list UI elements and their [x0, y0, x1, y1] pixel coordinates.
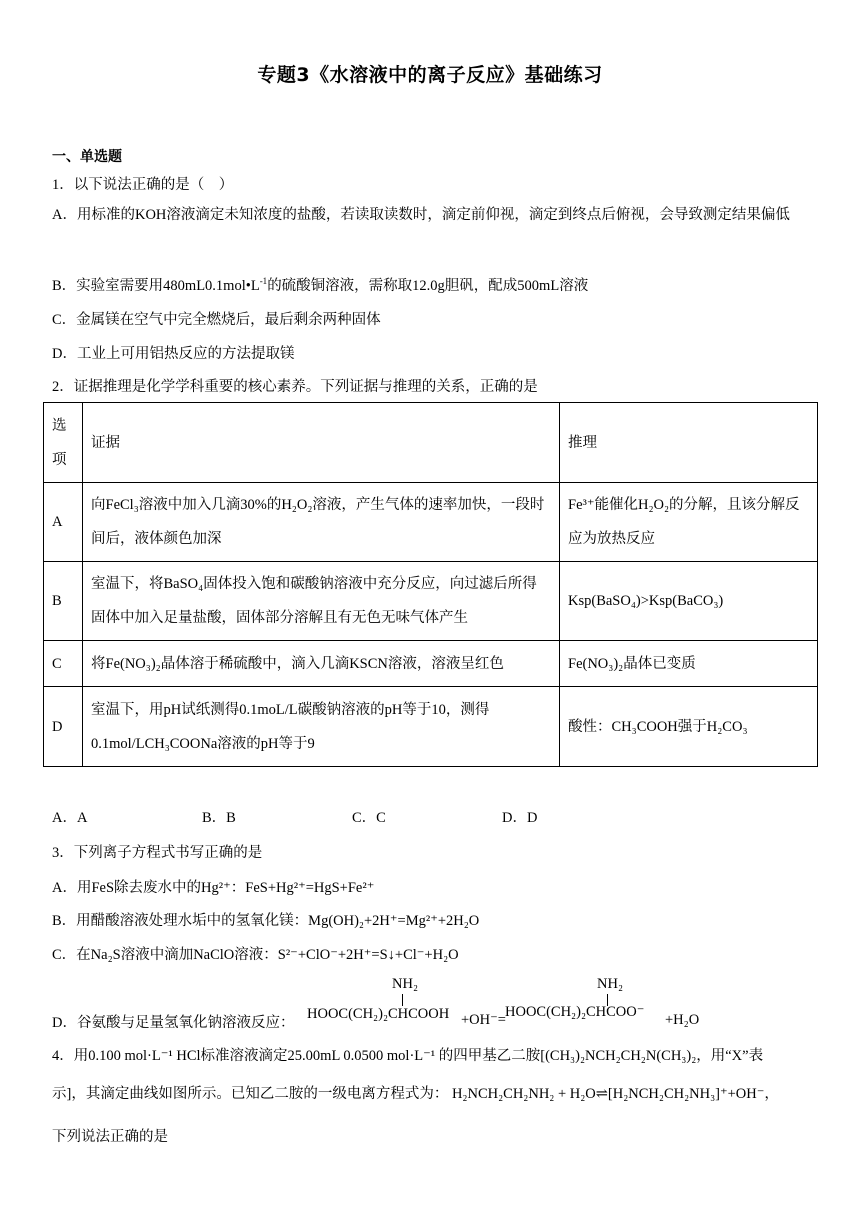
- table-row: [44, 562, 818, 641]
- row-reasoning: 酸性：CH₃COOH强于H₂CO₃: [560, 687, 818, 767]
- q2-choice-a: A．A: [52, 810, 88, 826]
- table-header-row: [44, 403, 818, 483]
- glutamic-acid-equation: [305, 972, 725, 1032]
- row-option: C: [44, 641, 83, 687]
- q3-option-d-label: D．谷氨酸与足量氢氧化钠溶液反应：: [52, 1015, 295, 1031]
- row-option: B: [44, 562, 83, 641]
- q3-option-b: B．用醋酸溶液处理水垢中的氢氧化镁：Mg(OH)₂+2H⁺=Mg²⁺+2H₂O: [52, 913, 480, 929]
- row-evidence: 室温下，将BaSO₄固体投入饱和碳酸钠溶液中充分反应，向过滤后所得固体中加入足量盐酸，固体部分溶解且有无色无味气体产生: [83, 562, 560, 641]
- q3-stem: 3．下列离子方程式书写正确的是: [52, 845, 263, 861]
- row-reasoning: Ksp(BaSO₄)>Ksp(BaCO₃): [560, 562, 818, 641]
- table-row: [44, 687, 818, 767]
- q4-line-2: 示]，其滴定曲线如图所示。已知乙二胺的一级电离方程式为： H₂NCH₂CH₂NH₂ + H₂O⇌[H₂NCH₂CH₂NH₃]⁺+OH⁻，: [52, 1086, 779, 1102]
- equation-plus: +OH⁻=: [461, 1012, 506, 1028]
- q3-option-c: C．在Na₂S溶液中滴加NaClO溶液：S²⁻+ClO⁻+2H⁺=S↓+Cl⁻+H₂O: [52, 947, 459, 963]
- q2-choice-d: D．D: [502, 810, 538, 826]
- q3-option-a: A．用FeS除去废水中的Hg²⁺：FeS+Hg²⁺=HgS+Fe²⁺: [52, 880, 375, 896]
- row-option: A: [44, 483, 83, 562]
- page-title: 专题3《水溶液中的离子反应》基础练习: [257, 64, 603, 86]
- q2-choice-b: B．B: [202, 810, 236, 826]
- q2-choice-c: C．C: [352, 810, 386, 826]
- q2-stem: 2．证据推理是化学学科重要的核心素养。下列证据与推理的关系，正确的是: [52, 379, 538, 395]
- q1-stem: 1．以下说法正确的是（ ）: [52, 177, 234, 193]
- row-reasoning: Fe(NO₃)₂晶体已变质: [560, 641, 818, 687]
- row-reasoning: Fe³⁺能催化H₂O₂的分解，且该分解反应为放热反应: [560, 483, 818, 562]
- row-evidence: 将Fe(NO₃)₂晶体溶于稀硫酸中，滴入几滴KSCN溶液，溶液呈红色: [83, 641, 560, 687]
- section-heading: 一、单选题: [52, 149, 122, 165]
- q1-option-b: [52, 274, 588, 295]
- q1-option-b-pre: B．实验室需要用480mL0.1mol•L: [52, 278, 260, 294]
- q1-option-c: C．金属镁在空气中完全燃烧后，最后剩余两种固体: [52, 312, 381, 328]
- q4-line-3: 下列说法正确的是: [52, 1129, 168, 1145]
- q1-option-b-sup: -1: [259, 276, 268, 287]
- product-formula: HOOC(CH₂)₂CHCOO⁻: [505, 1004, 645, 1020]
- row-evidence: 向FeCl₃溶液中加入几滴30%的H₂O₂溶液，产生气体的速率加快，一段时间后，液体颜色加深: [83, 483, 560, 562]
- q1-option-a: A．用标准的KOH溶液滴定未知浓度的盐酸，若读取读数时，滴定前仰视，滴定到终点后俯视，会导致测定结果偏低: [52, 207, 790, 223]
- table-row: [44, 483, 818, 562]
- header-evidence: 证据: [83, 403, 560, 483]
- header-reasoning: 推理: [560, 403, 818, 483]
- bond-left: [402, 994, 403, 1006]
- row-option: D: [44, 687, 83, 767]
- header-option: 选项: [44, 403, 83, 483]
- q4-line-1: 4．用0.100 mol·L⁻¹ HCl标准溶液滴定25.00mL 0.0500 mol·L⁻¹ 的四甲基乙二胺[(CH₃)₂NCH₂CH₂N(CH₃)₂，用“X”表: [52, 1048, 764, 1064]
- reactant-formula: HOOC(CH₂)₂CHCOOH: [307, 1006, 450, 1022]
- nh2-left: NH₂: [392, 976, 418, 992]
- equation-tail: +H₂O: [665, 1012, 700, 1028]
- q1-option-d: D．工业上可用铝热反应的方法提取镁: [52, 346, 295, 362]
- q1-option-b-post: 的硫酸铜溶液，需称取12.0g胆矾，配成500mL溶液: [267, 278, 589, 294]
- row-evidence: 室温下，用pH试纸测得0.1moL/L碳酸钠溶液的pH等于10，测得0.1mol/LCH₃COONa溶液的pH等于9: [83, 687, 560, 767]
- q2-table: [43, 402, 818, 767]
- nh2-right: NH₂: [597, 976, 623, 992]
- table-row: [44, 641, 818, 687]
